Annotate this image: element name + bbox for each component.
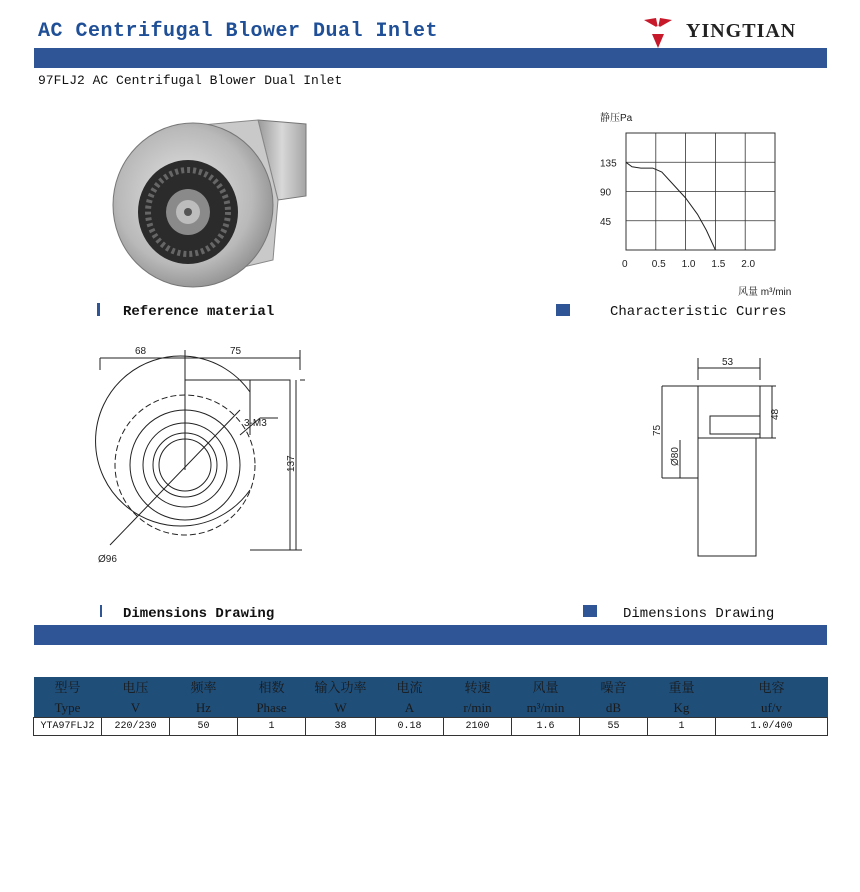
table-header-cn: 频率 (170, 677, 238, 697)
table-header-cn: 输入功率 (306, 677, 376, 697)
table-header-en: Type (34, 697, 102, 718)
chart-series-line (626, 162, 715, 250)
dim-top-b: 75 (230, 346, 242, 357)
table-cell: 1.6 (512, 718, 580, 736)
table-cell: 2100 (444, 718, 512, 736)
table-header-cn: 噪音 (580, 677, 648, 697)
table-header-cn: 电流 (376, 677, 444, 697)
page-title: AC Centrifugal Blower Dual Inlet (38, 20, 439, 43)
section-marker-square (556, 304, 570, 316)
table-header-en: r/min (444, 697, 512, 718)
table-header-cn: 重量 (648, 677, 716, 697)
table-header-cn: 电容 (716, 677, 828, 697)
chart-x-tick-label: 1.0 (681, 259, 696, 270)
dim-height-a: 75 (652, 424, 663, 436)
table-cell: YTA97FLJ2 (34, 718, 102, 736)
table-header-cn: 相数 (238, 677, 306, 697)
section-marker-bar (97, 303, 100, 316)
product-subtitle: 97FLJ2 AC Centrifugal Blower Dual Inlet (38, 73, 343, 88)
table-header-cn: 电压 (102, 677, 170, 697)
table-cell: 1.0/400 (716, 718, 828, 736)
dimension-drawing-front (90, 340, 320, 575)
table-header-en: m³/min (512, 697, 580, 718)
chart-xlabel: 风量 m³/min (738, 287, 792, 298)
chart-ylabel: 静压Pa (600, 113, 633, 124)
table-header-cn: 转速 (444, 677, 512, 697)
table-row (34, 718, 828, 736)
dim-height: 137 (286, 455, 297, 472)
table-header-en: uf/v (716, 697, 828, 718)
dim-height-b: 48 (770, 408, 781, 420)
dimension-drawing-side (640, 350, 790, 565)
spec-table (33, 677, 828, 736)
table-cell: 50 (170, 718, 238, 736)
section-reference: Reference material (123, 304, 275, 320)
brand-name: YINGTIAN (686, 20, 797, 42)
dim-screw: 3-M3 (244, 418, 267, 429)
dim-top-a: 68 (135, 346, 147, 357)
section-curves: Characteristic Curres (610, 304, 787, 320)
dim-width: 53 (722, 357, 734, 368)
divider-band (34, 625, 827, 645)
table-cell: 220/230 (102, 718, 170, 736)
dim-diameter-side: Ø80 (670, 447, 681, 466)
table-header-en: Kg (648, 697, 716, 718)
header-band (34, 48, 827, 68)
chart-x-tick-label: 0.5 (651, 259, 666, 270)
section-dimensions-right: Dimensions Drawing (623, 606, 775, 622)
table-cell: 0.18 (376, 718, 444, 736)
chart-y-tick-label: 90 (600, 187, 612, 199)
chart-x-tick-label: 2.0 (741, 259, 756, 270)
chart-x-tick-label: 1.5 (711, 259, 726, 270)
table-header-cn: 型号 (34, 677, 102, 697)
section-dimensions-left: Dimensions Drawing (123, 606, 275, 622)
chart-y-tick-label: 45 (600, 216, 612, 228)
chart-x-tick-label: 0 (622, 259, 628, 270)
table-cell: 55 (580, 718, 648, 736)
section-marker-square (583, 605, 597, 617)
table-header-en: dB (580, 697, 648, 718)
product-photo (108, 110, 318, 300)
dim-diameter: Ø96 (98, 554, 117, 565)
table-header-en: W (306, 697, 376, 718)
table-header-cn: 风量 (512, 677, 580, 697)
chart-y-tick-label: 135 (600, 158, 617, 170)
yingtian-logo-icon (640, 14, 676, 50)
table-header-en: Phase (238, 697, 306, 718)
table-header-en: V (102, 697, 170, 718)
section-marker-bar (100, 605, 102, 617)
characteristic-chart (590, 105, 810, 305)
table-cell: 1 (238, 718, 306, 736)
table-header-en: A (376, 697, 444, 718)
table-cell: 38 (306, 718, 376, 736)
table-header-en: Hz (170, 697, 238, 718)
table-cell: 1 (648, 718, 716, 736)
